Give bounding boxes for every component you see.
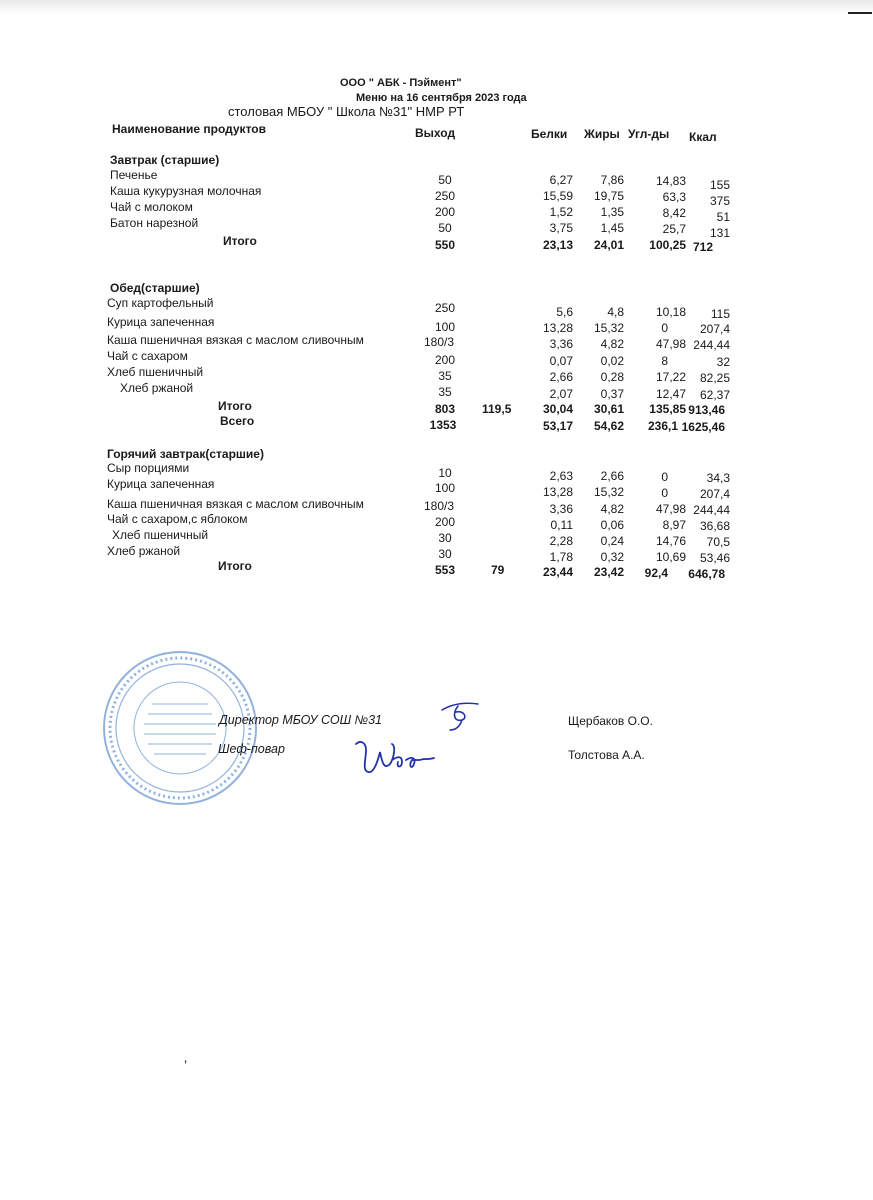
item-fats: 4,82	[600, 337, 624, 351]
item-fats: 15,32	[593, 321, 624, 335]
chef-name: Толстова А.А.	[568, 748, 645, 762]
total-fats: 23,42	[593, 565, 624, 579]
total-carbs: 135,85	[649, 402, 686, 416]
total-carbs: 92,4	[644, 566, 668, 580]
director-name: Щербаков О.О.	[568, 714, 653, 728]
item-carbs: 0	[661, 470, 668, 484]
item-fats: 0,28	[600, 370, 624, 384]
item-kcal: 51	[716, 210, 730, 224]
col-header-carbs: Угл-ды	[628, 127, 670, 141]
item-name: Чай с сахаром	[107, 349, 188, 363]
canteen-name: столовая МБОУ " Школа №31" НМР РТ	[228, 104, 465, 119]
item-name: Печенье	[110, 168, 158, 182]
item-output: 200	[434, 353, 456, 367]
item-kcal: 131	[709, 226, 730, 240]
item-proteins: 15,59	[542, 189, 573, 203]
item-name: Сыр порциями	[107, 461, 190, 475]
item-kcal: 82,25	[699, 371, 730, 385]
item-output: 200	[434, 515, 456, 529]
item-name: Хлеб ржаной	[120, 381, 194, 395]
item-proteins: 5,6	[556, 305, 573, 319]
item-output: 35	[438, 369, 452, 383]
item-carbs: 8	[661, 354, 668, 368]
footer-mark: ’	[184, 1057, 188, 1073]
item-name: Чай с молоком	[110, 200, 193, 214]
item-name: Хлеб ржаной	[107, 544, 181, 558]
item-kcal: 70,5	[706, 535, 730, 549]
item-proteins: 1,52	[549, 205, 573, 219]
item-name: Хлеб пшеничный	[112, 528, 209, 542]
col-header-fats: Жиры	[584, 127, 620, 141]
total-proteins: 23,44	[542, 565, 573, 579]
item-proteins: 0,11	[550, 518, 573, 532]
total-kcal: 712	[693, 240, 714, 254]
item-proteins: 3,36	[549, 337, 573, 351]
item-kcal: 207,4	[699, 487, 730, 501]
item-output: 180/3	[424, 335, 455, 349]
item-fats: 19,75	[593, 189, 624, 203]
item-carbs: 0	[661, 321, 668, 335]
item-fats: 1,45	[600, 221, 624, 235]
section-title: Завтрак (старшие)	[110, 153, 220, 167]
item-proteins: 6,27	[549, 173, 573, 187]
item-output: 100	[434, 481, 456, 495]
scan-shadow	[0, 0, 873, 14]
item-carbs: 63,3	[662, 190, 686, 204]
item-output: 30	[438, 547, 452, 561]
item-proteins: 2,07	[549, 387, 573, 401]
item-output: 10	[438, 466, 452, 480]
total-label: Итого	[218, 399, 252, 413]
col-header-kcal: Ккал	[689, 130, 717, 144]
menu-date: Меню на 16 сентября 2023 года	[356, 92, 527, 104]
item-carbs: 0	[661, 486, 668, 500]
item-carbs: 8,42	[662, 206, 686, 220]
item-fats: 15,32	[593, 485, 624, 499]
item-name: Каша пшеничная вязкая с маслом сливочным	[107, 497, 364, 511]
item-fats: 2,66	[600, 469, 624, 483]
item-output: 180/3	[424, 499, 455, 513]
section-title: Горячий завтрак(старшие)	[107, 447, 264, 461]
item-name: Курица запеченная	[107, 315, 215, 329]
item-fats: 7,86	[600, 173, 624, 187]
item-carbs: 25,7	[662, 222, 686, 236]
item-fats: 1,35	[600, 205, 624, 219]
item-fats: 4,8	[607, 305, 624, 319]
item-kcal: 32	[716, 355, 730, 369]
item-kcal: 62,37	[699, 388, 730, 402]
total-label: Всего	[220, 414, 255, 428]
item-proteins: 3,36	[549, 502, 573, 516]
item-proteins: 1,78	[549, 550, 573, 564]
section-title: Обед(старшие)	[110, 281, 200, 295]
total-label: Итого	[218, 559, 252, 573]
company-name: ООО " АБК - Пэймент"	[340, 77, 462, 89]
item-output: 50	[438, 173, 452, 187]
item-output: 30	[438, 531, 452, 545]
item-output: 35	[438, 385, 452, 399]
item-fats: 4,82	[600, 502, 624, 516]
item-kcal: 34,3	[706, 471, 730, 485]
item-proteins: 13,28	[542, 485, 573, 499]
total-kcal: 913,46	[688, 403, 725, 417]
item-output: 250	[434, 301, 456, 315]
item-output: 250	[434, 189, 456, 203]
col-header-output: Выход	[415, 126, 456, 140]
total-cost: 119,5	[482, 402, 512, 416]
total-output: 1353	[429, 418, 457, 432]
total-fats: 54,62	[593, 419, 624, 433]
item-name: Чай с сахаром,с яблоком	[107, 512, 248, 526]
item-kcal: 115	[710, 307, 730, 321]
item-name: Курица запеченная	[107, 477, 215, 491]
total-carbs: 236,1	[647, 419, 678, 433]
item-fats: 0,32	[600, 550, 624, 564]
director-title: Директор МБОУ СОШ №31	[219, 713, 383, 727]
item-fats: 0,02	[600, 354, 624, 368]
total-carbs: 100,25	[649, 238, 686, 252]
item-kcal: 155	[709, 178, 730, 192]
item-carbs: 14,76	[655, 534, 686, 548]
col-header-proteins: Белки	[531, 127, 568, 141]
total-proteins: 53,17	[542, 419, 573, 433]
item-name: Хлеб пшеничный	[107, 365, 204, 379]
item-carbs: 47,98	[655, 502, 686, 516]
total-output: 803	[434, 402, 456, 416]
item-output: 50	[438, 221, 452, 235]
item-fats: 0,06	[600, 518, 624, 532]
item-kcal: 36,68	[699, 519, 730, 533]
total-output: 553	[434, 563, 456, 577]
total-output: 550	[434, 238, 456, 252]
item-proteins: 2,66	[549, 370, 573, 384]
item-carbs: 10,18	[655, 305, 686, 319]
item-carbs: 10,69	[655, 550, 686, 564]
total-kcal: 1625,46	[681, 420, 725, 434]
item-proteins: 0,07	[549, 354, 573, 368]
item-carbs: 8,97	[662, 518, 686, 532]
item-fats: 0,37	[600, 387, 624, 401]
total-cost: 79	[491, 563, 505, 577]
total-proteins: 23,13	[542, 238, 573, 252]
item-carbs: 17,22	[655, 370, 686, 384]
item-kcal: 375	[709, 194, 730, 208]
official-stamp	[100, 648, 260, 808]
item-output: 200	[434, 205, 456, 219]
item-fats: 0,24	[600, 534, 624, 548]
chef-title: Шеф-повар	[218, 742, 285, 756]
col-header-name: Наименование продуктов	[112, 122, 266, 136]
item-name: Суп картофельный	[107, 296, 214, 310]
item-output: 100	[434, 320, 456, 334]
item-carbs: 14,83	[655, 174, 686, 188]
edge-mark	[848, 12, 872, 14]
chef-signature	[350, 730, 440, 778]
item-carbs: 12,47	[655, 387, 686, 401]
item-name: Каша кукурузная молочная	[110, 184, 262, 198]
item-kcal: 244,44	[693, 503, 730, 517]
item-name: Батон нарезной	[110, 216, 199, 230]
item-proteins: 2,63	[549, 469, 573, 483]
item-proteins: 13,28	[542, 321, 573, 335]
total-label: Итого	[223, 234, 257, 248]
total-fats: 30,61	[593, 402, 624, 416]
item-proteins: 3,75	[549, 221, 573, 235]
item-kcal: 53,46	[699, 551, 730, 565]
total-proteins: 30,04	[542, 402, 573, 416]
item-name: Каша пшеничная вязкая с маслом сливочным	[107, 333, 364, 347]
total-kcal: 646,78	[688, 567, 725, 581]
item-kcal: 207,4	[699, 322, 730, 336]
item-carbs: 47,98	[655, 337, 686, 351]
item-proteins: 2,28	[549, 534, 573, 548]
total-fats: 24,01	[593, 238, 624, 252]
director-signature	[438, 700, 484, 732]
item-kcal: 244,44	[693, 338, 730, 352]
